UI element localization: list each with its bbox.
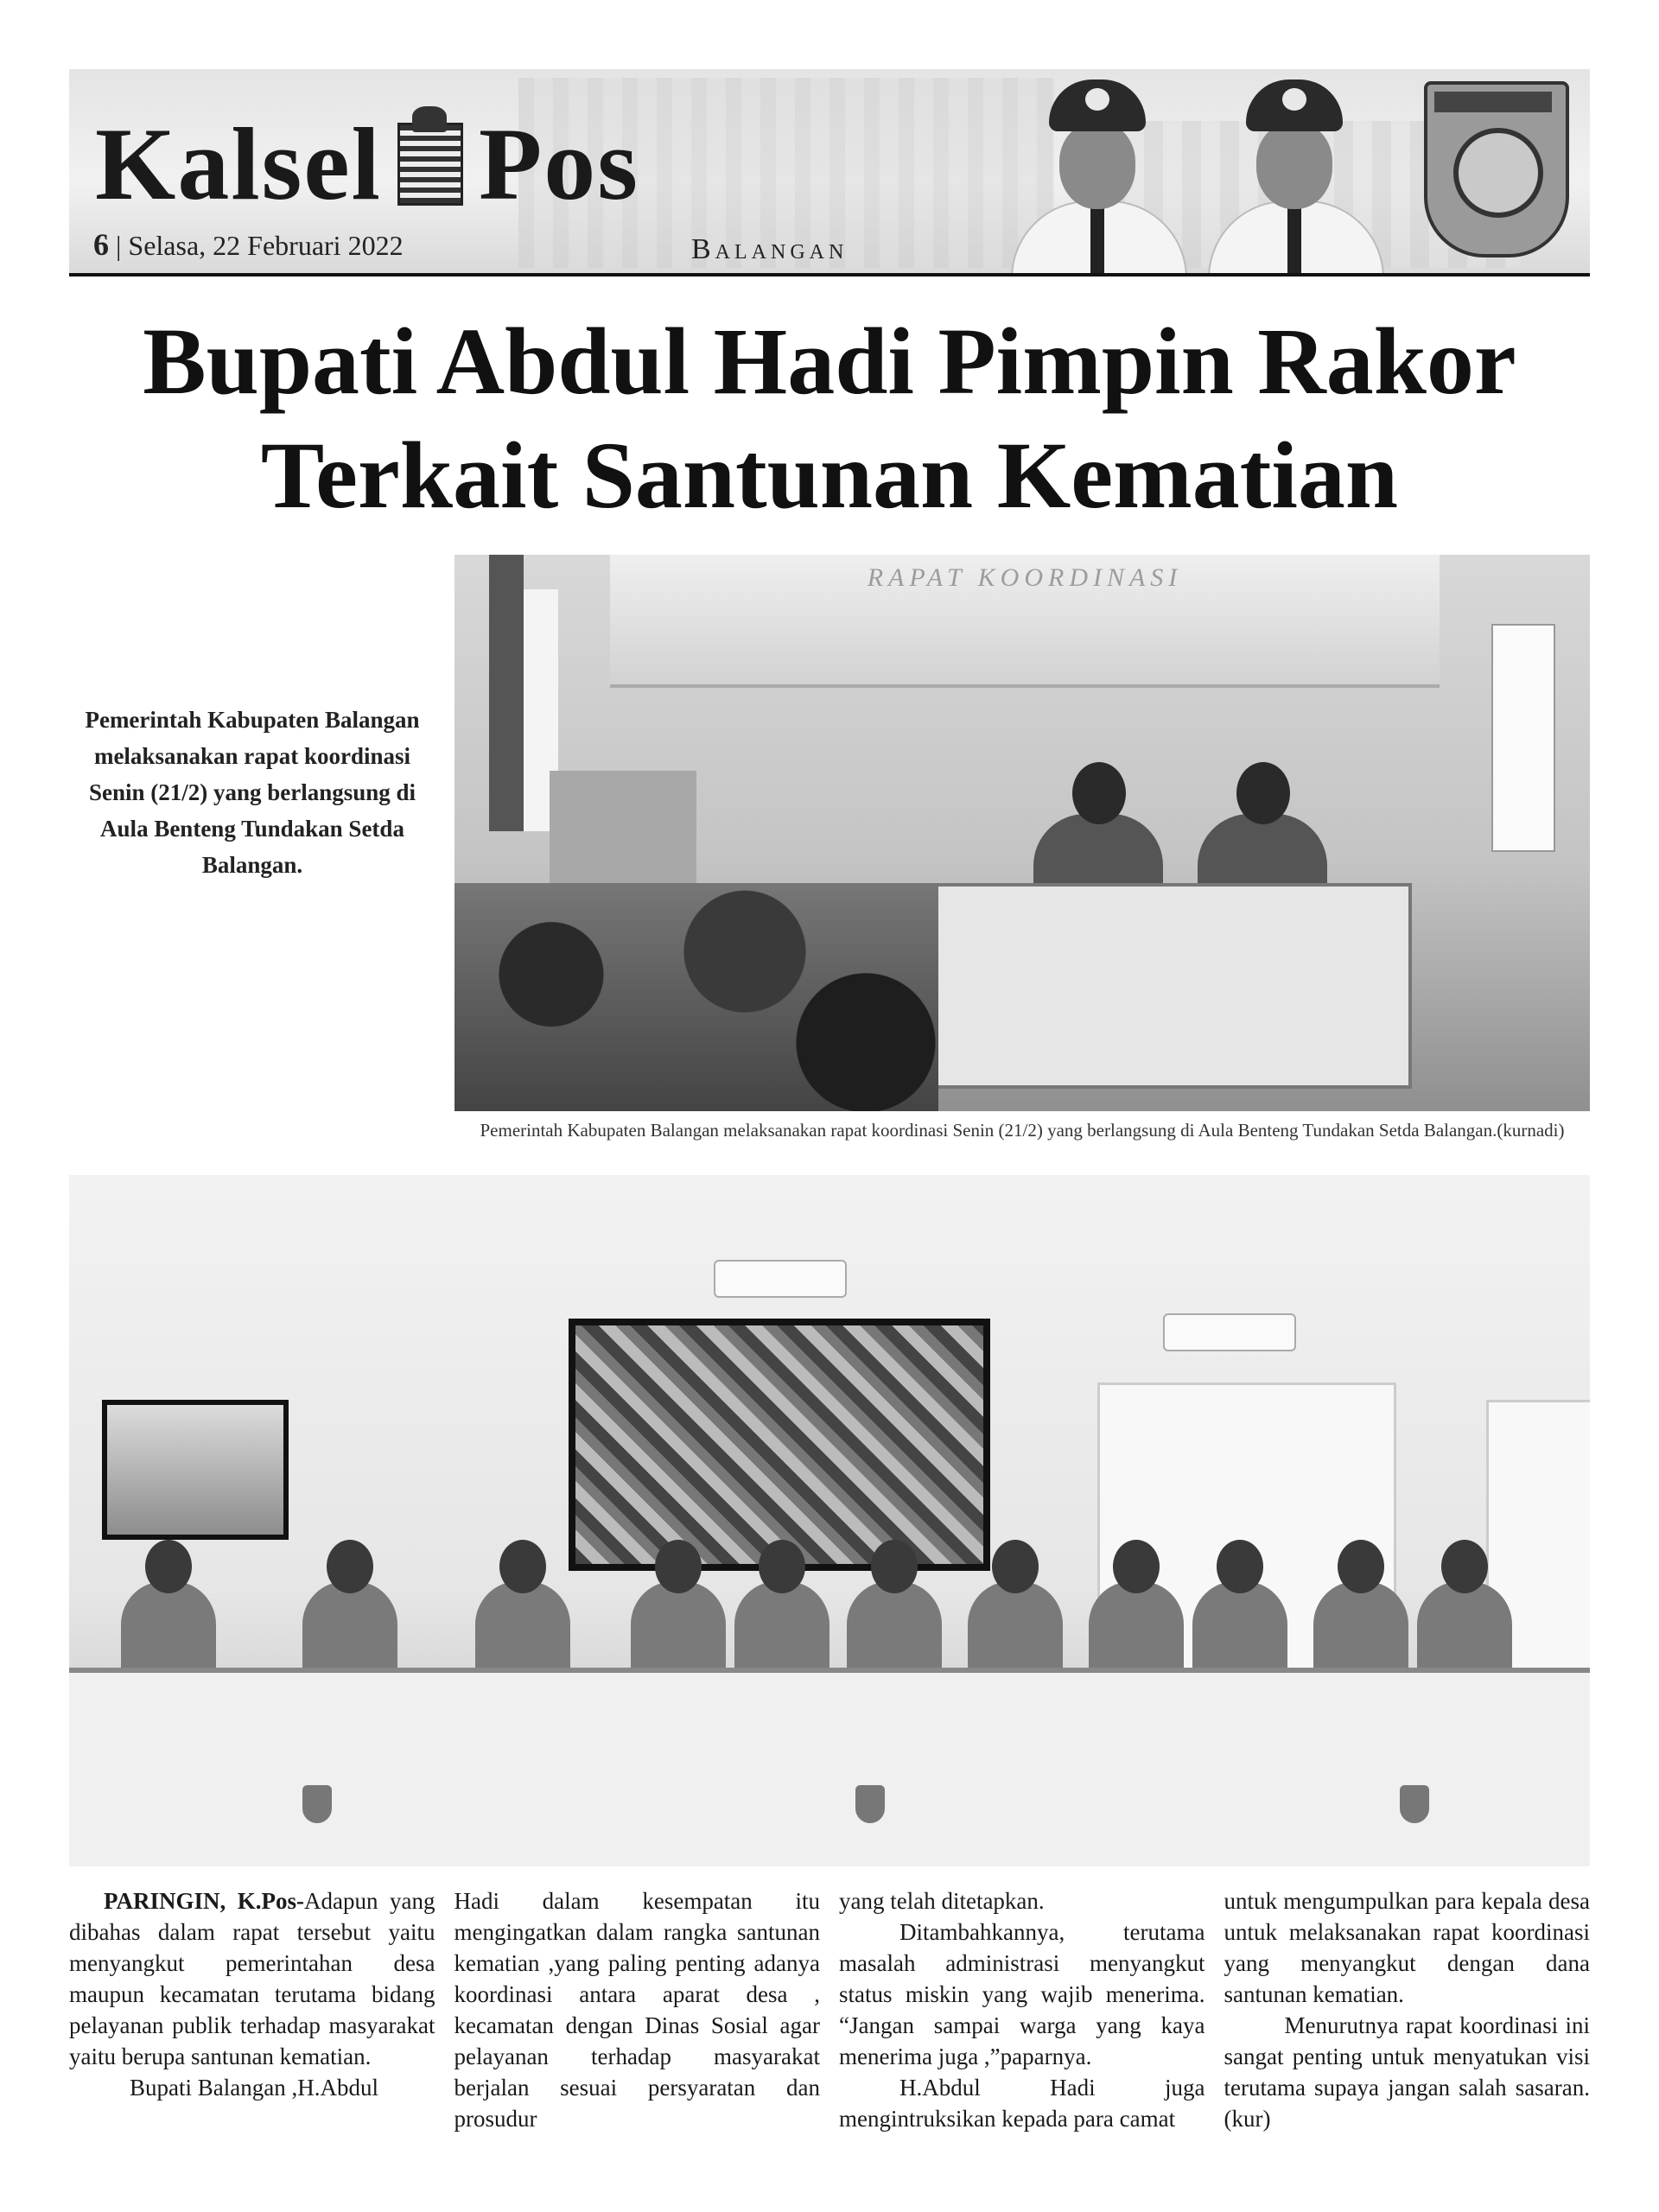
paragraph: Menurutnya rapat koordinasi ini sangat penting untuk menyatukan visi terutama supaya jangan salah sasaran.(kur): [1224, 2012, 1590, 2132]
article-body: [69, 1885, 1590, 2196]
headline-line-1: Bupati Abdul Hadi Pimpin Rakor: [143, 308, 1516, 414]
logo-word-right: Pos: [478, 106, 639, 221]
paragraph: untuk mengumpulkan para kepala desa untuk melaksanakan rapat koordinasi yang menyangkut dengan dana santunan kematian.: [1224, 1888, 1590, 2007]
meeting-tables: [69, 1668, 1590, 1866]
photo-caption: Pemerintah Kabupaten Balangan melaksanakan rapat koordinasi Senin (21/2) yang berlangsung di Aula Benteng Tundakan Setda Balangan.(kurnadi): [480, 1120, 1565, 1141]
air-conditioner: [714, 1260, 847, 1298]
flag-icon: [489, 555, 524, 831]
page-number: 6: [93, 227, 109, 262]
article-column-1: [69, 1885, 435, 2196]
issue-info: [93, 226, 404, 263]
paragraph: H.Abdul Hadi juga mengintruksikan kepada para camat: [839, 2075, 1205, 2132]
paragraph: yang telah ditetapkan.: [839, 1888, 1045, 1914]
pull-quote: Pemerintah Kabupaten Balangan melaksanakan rapat koordinasi Senin (21/2) yang berlangsung di Aula Benteng Tundakan Setda Balangan.: [85, 707, 420, 878]
paragraph: Bupati Balangan ,H.Abdul: [130, 2075, 378, 2101]
article-headline: [69, 304, 1590, 532]
paragraph: Ditambahkannya, terutama masalah administrasi menyangkut status miskin yang wajib menerima. “Jangan sampai warga yang kaya menerima juga ,”paparnya.: [839, 1919, 1205, 2069]
screen-title: RAPAT KOORDINASI: [867, 563, 1183, 592]
article-column-3: [839, 1885, 1205, 2196]
regency-crest-icon: [1424, 81, 1569, 257]
paragraph: Hadi dalam kesempatan itu mengingatkan dalam rangka santunan kematian ,yang paling penting adanya koordinasi antara aparat desa , kecamatan dengan Dinas Sosial agar pelayanan terhadap masyarakat berjalan sesuai persyaratan dan prosudur: [454, 1888, 820, 2132]
official-portrait-regent: [1011, 73, 1184, 275]
official-portrait-vice-regent: [1208, 73, 1381, 275]
article-column-2: [454, 1885, 821, 2196]
table-seal-icon: [855, 1785, 885, 1823]
newspaper-logo: [95, 104, 639, 225]
meeting-photo-top: [454, 555, 1590, 1111]
projector-screen: [610, 555, 1440, 688]
issue-date: | Selasa, 22 Februari 2022: [116, 230, 404, 261]
section-name: Balangan: [691, 233, 849, 265]
framed-photo: [102, 1400, 289, 1540]
logo-emblem-icon: [397, 123, 463, 206]
air-conditioner: [1163, 1313, 1296, 1351]
paragraph: PARINGIN, K.Pos-Adapun yang dibahas dalam rapat tersebut yaitu menyangkut pemerintahan desa maupun kecamatan terutama bidang pelayanan publik terhadap masyarakat yaitu berupa santunan kematian.: [69, 1888, 435, 2069]
regency-banner: [1491, 624, 1555, 852]
logo-word-left: Kalsel: [95, 106, 382, 221]
meeting-photo-bottom: [69, 1175, 1590, 1866]
headline-line-2: Terkait Santunan Kematian: [260, 423, 1399, 528]
article-column-4: [1224, 1885, 1591, 2196]
audience: [454, 883, 938, 1111]
table-seal-icon: [1400, 1785, 1429, 1823]
dateline: PARINGIN, K.Pos-: [104, 1888, 305, 1914]
table-seal-icon: [302, 1785, 332, 1823]
wall-painting: [569, 1319, 990, 1571]
masthead: [69, 69, 1590, 275]
masthead-divider: [69, 273, 1590, 276]
